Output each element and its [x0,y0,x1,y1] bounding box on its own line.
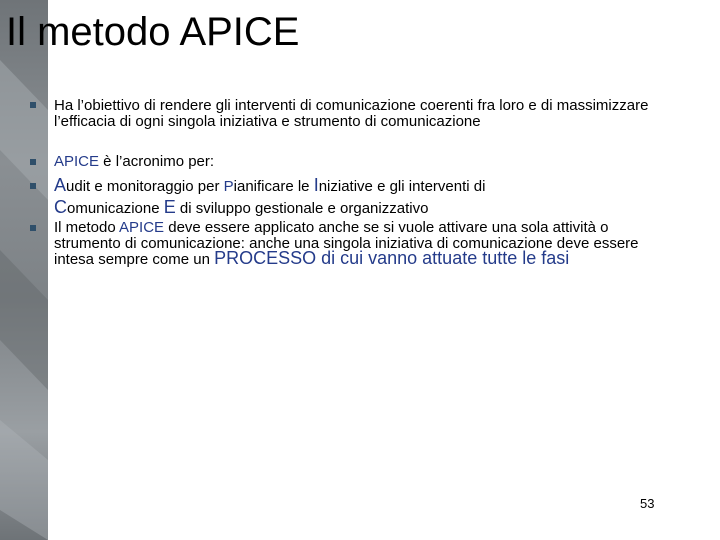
bullet-marker [30,183,36,189]
text-comunicazione: omunicazione [67,200,164,217]
bullet-marker [30,225,36,231]
decorative-left-strip [0,0,48,540]
letter-c: C [54,197,67,217]
slide-title: Il metodo APICE [6,10,300,54]
bullet-text [54,175,664,219]
bullet-text: Ha l’obiettivo di rendere gli interventi di comunicazione coerenti fra loro e di massimizzare l’efficacia di ogni singola iniziativa e strumento di comunicazione [54,97,649,130]
letter-a: A [54,175,67,195]
bullet-text-rest: è l’acronimo per: [99,153,215,170]
letter-p: P [223,178,234,195]
bullet-text [54,154,664,170]
text-il-metodo: Il metodo [54,219,120,236]
text-processo: PROCESSO di cui vanno attuate tutte le fasi [214,248,570,268]
acronym-apice: APICE [119,219,165,236]
page-number: 53 [640,496,655,511]
text-audit: udit e monitoraggio per [66,178,224,195]
text-sviluppo: di sviluppo gestionale e organizzativo [175,200,429,217]
text-pianificare: ianificare le [233,178,314,195]
text-iniziative: niziative e gli interventi di [318,178,486,195]
bullet-marker [30,159,36,165]
letter-e: E [163,197,176,217]
strip-pattern [0,0,48,540]
bullet-marker [30,102,36,108]
letter-i: I [313,175,319,195]
text-deve-essere: deve essere applicato anche se si vuole attivare una sola attività o strumento di comunicazione: anche una singola iniziativa di comunicazione deve essere intesa sempre come un [54,219,639,268]
bullet-text [54,220,654,268]
acronym-apice: APICE [54,153,100,170]
